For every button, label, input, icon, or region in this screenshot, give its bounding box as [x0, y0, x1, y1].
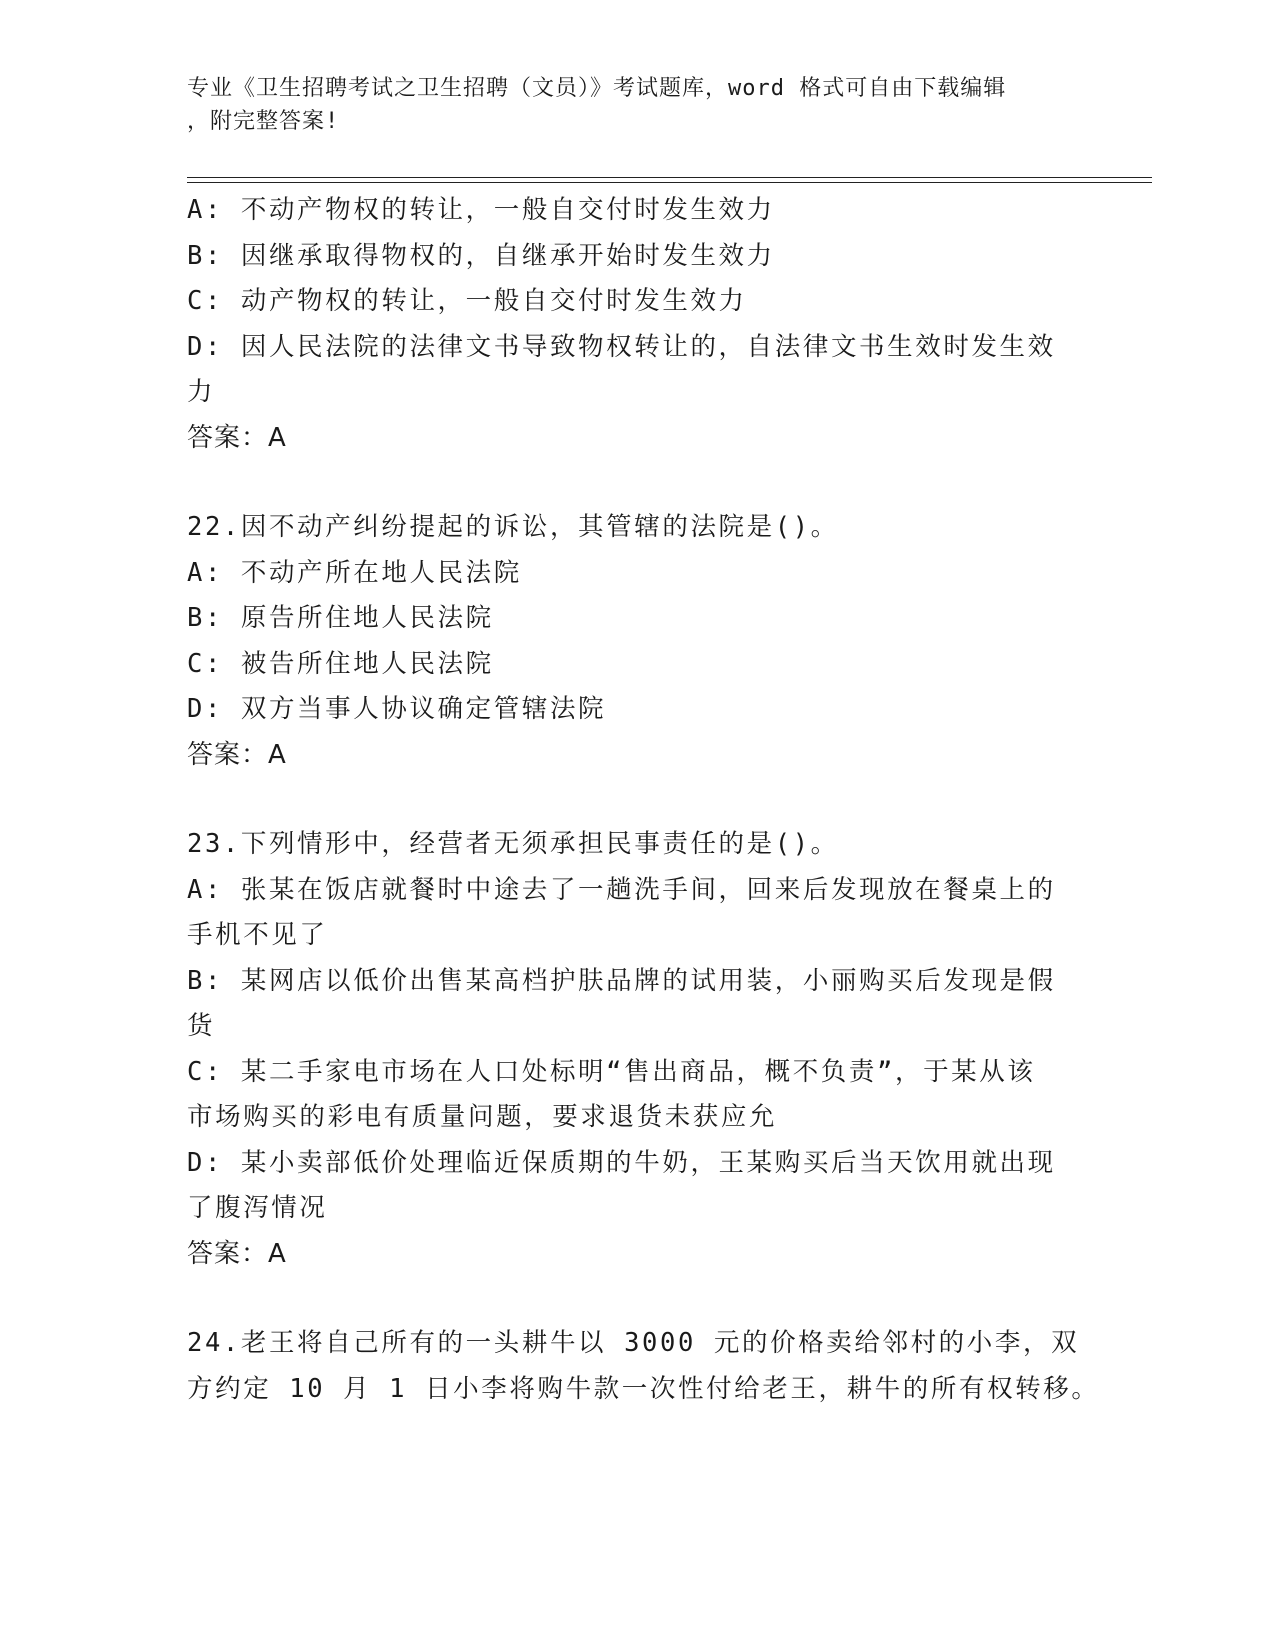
question-stem: 22.因不动产纠纷提起的诉讼，其管辖的法院是()。 — [187, 512, 839, 542]
option-a: A: 不动产所在地人民法院 — [187, 557, 522, 588]
option-b: B: 因继承取得物权的，自继承开始时发生效力 — [187, 240, 775, 271]
option-d: D: 某小卖部低价处理临近保质期的牛奶，王某购买后当天饮用就出现 — [187, 1147, 1056, 1178]
option-c: C: 某二手家电市场在人口处标明“售出商品，概不负责”，于某从该 — [187, 1056, 1036, 1087]
option-a-continued: 手机不见了 — [187, 920, 328, 950]
option-b-continued: 货 — [187, 1011, 216, 1041]
answer: 答案：A — [187, 1238, 287, 1269]
option-c-continued: 市场购买的彩电有质量问题，要求退货未获应允 — [187, 1102, 778, 1132]
option-b: B: 原告所住地人民法院 — [187, 603, 494, 633]
document-header — [187, 72, 1067, 138]
question-stem: 23.下列情形中，经营者无须承担民事责任的是()。 — [187, 829, 839, 859]
option-c: C: 动产物权的转让，一般自交付时发生效力 — [187, 286, 747, 316]
question-content — [187, 188, 1100, 1412]
option-b: B: 某网店以低价出售某高档护肤品牌的试用装，小丽购买后发现是假 — [187, 965, 1056, 996]
option-a: A: 张某在饭店就餐时中途去了一趟洗手间，回来后发现放在餐桌上的 — [187, 874, 1056, 905]
question-24 — [187, 1321, 1100, 1412]
header-line-2: ，附完整答案! — [187, 109, 340, 134]
option-a: A: 不动产物权的转让，一般自交付时发生效力 — [187, 195, 775, 225]
answer: 答案：A — [187, 739, 287, 770]
question-stem-continued: 方约定 10 月 1 日小李将购牛款一次性付给老王，耕牛的所有权转移。 — [187, 1373, 1100, 1404]
option-d: D: 双方当事人协议确定管辖法院 — [187, 694, 607, 724]
option-d-continued: 了腹泻情况 — [187, 1193, 328, 1223]
header-rule-top — [187, 177, 1152, 178]
option-c: C: 被告所住地人民法院 — [187, 648, 494, 679]
header-line-1: 专业《卫生招聘考试之卫生招聘（文员）》考试题库，word 格式可自由下载编辑 — [187, 76, 1007, 101]
question-stem: 24.老王将自己所有的一头耕牛以 3000 元的价格卖给邻村的小李，双 — [187, 1328, 1080, 1358]
question-23 — [187, 822, 1077, 1277]
answer: 答案：A — [187, 422, 287, 453]
header-rule-bottom — [187, 182, 1152, 183]
option-d: D: 因人民法院的法律文书导致物权转让的，自法律文书生效时发生效 — [187, 331, 1056, 362]
question-22 — [187, 505, 1077, 778]
question-21 — [187, 188, 1077, 461]
option-d-continued: 力 — [187, 377, 216, 407]
